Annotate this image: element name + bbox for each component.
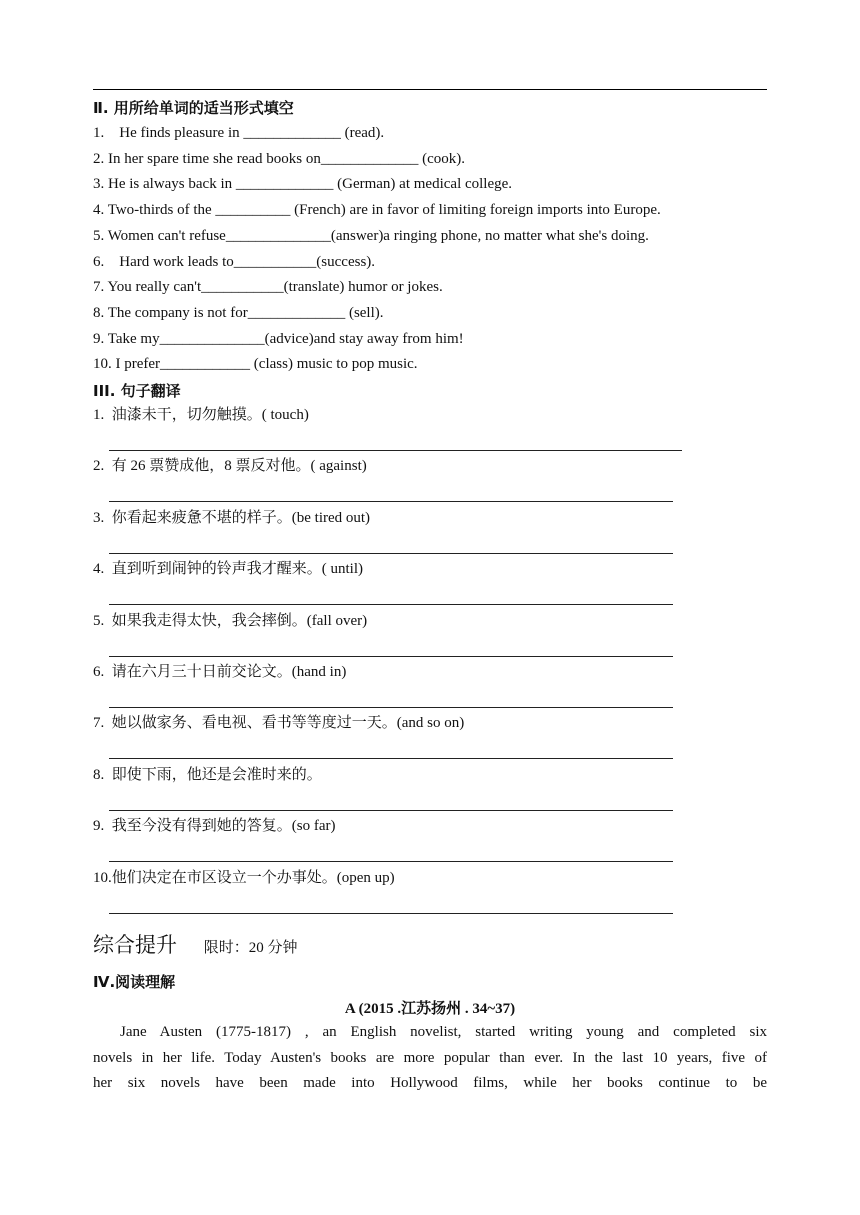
fill-in-item: 1. He finds pleasure in _____________ (read).: [93, 125, 385, 141]
comprehensive-header: [93, 929, 297, 959]
translation-item: 9. 我至今没有得到她的答复。(so far): [93, 818, 336, 835]
comprehensive-title: 综合提升: [93, 933, 177, 957]
fill-in-item: 4. Two-thirds of the __________ (French) are in favor of limiting foreign imports into Europe.: [93, 202, 661, 219]
translation-item: 5. 如果我走得太快，我会摔倒。(fall over): [93, 612, 368, 629]
translation-item: 8. 即使下雨，他还是会准时来的。: [93, 766, 322, 783]
answer-line[interactable]: [109, 450, 682, 451]
passage-line: novels in her life. Today Austen's books are more popular than ever. In the last 10 years, five of: [93, 1049, 767, 1066]
fill-in-item: 2. In her spare time she read books on_____________ (cook).: [93, 150, 465, 167]
top-rule: [93, 89, 767, 90]
passage-line: Jane Austen (1775-1817) , an English novelist, started writing young and completed six: [120, 1024, 767, 1040]
answer-line[interactable]: [109, 861, 673, 862]
answer-line[interactable]: [109, 604, 673, 605]
passage-title: A (2015 .江苏扬州 . 34~37): [344, 1001, 516, 1017]
passage: [93, 1020, 767, 1097]
translation-item: 10.他们决定在市区设立一个办事处。(open up): [93, 869, 395, 886]
section-2-heading: Ⅱ. 用所给单词的适当形式填空: [93, 99, 294, 117]
translation-item: 1. 油漆未干，切勿触摸。( touch): [93, 407, 309, 423]
answer-line[interactable]: [109, 913, 673, 914]
translation-item: 2. 有 26 票赞成他，8 票反对他。( against): [93, 458, 367, 475]
answer-line[interactable]: [109, 810, 673, 811]
section-3-heading: III. 句子翻译: [93, 382, 181, 400]
translation-item: 6. 请在六月三十日前交论文。(hand in): [93, 664, 347, 680]
answer-line[interactable]: [109, 707, 673, 708]
answer-line[interactable]: [109, 553, 673, 554]
passage-line: her six novels have been made into Hollywood films, while her books continue to be: [93, 1075, 767, 1092]
section-4-heading: Ⅳ.阅读理解: [93, 973, 176, 991]
fill-in-item: 7. You really can't___________(translate) humor or jokes.: [93, 279, 443, 296]
translation-item: 4. 直到听到闹钟的铃声我才醒来。( until): [93, 561, 363, 578]
time-limit: 限时：20 分钟: [203, 940, 298, 956]
fill-in-item: 6. Hard work leads to___________(success).: [93, 253, 376, 270]
fill-in-item: 8. The company is not for_____________ (sell).: [93, 304, 384, 321]
answer-line[interactable]: [109, 501, 673, 502]
fill-in-item: 5. Women can't refuse______________(answer)a ringing phone, no matter what she's doing.: [93, 227, 649, 244]
fill-in-item: 3. He is always back in _____________ (German) at medical college.: [93, 176, 513, 193]
answer-line[interactable]: [109, 656, 673, 657]
translation-item: 3. 你看起来疲惫不堪的样子。(be tired out): [93, 509, 371, 526]
fill-in-item: 9. Take my______________(advice)and stay away from him!: [93, 330, 464, 347]
fill-in-item: 10. I prefer____________ (class) music to pop music.: [93, 356, 418, 373]
translation-item: 7. 她以做家务、看电视、看书等等度过一天。(and so on): [93, 715, 465, 732]
answer-line[interactable]: [109, 758, 673, 759]
